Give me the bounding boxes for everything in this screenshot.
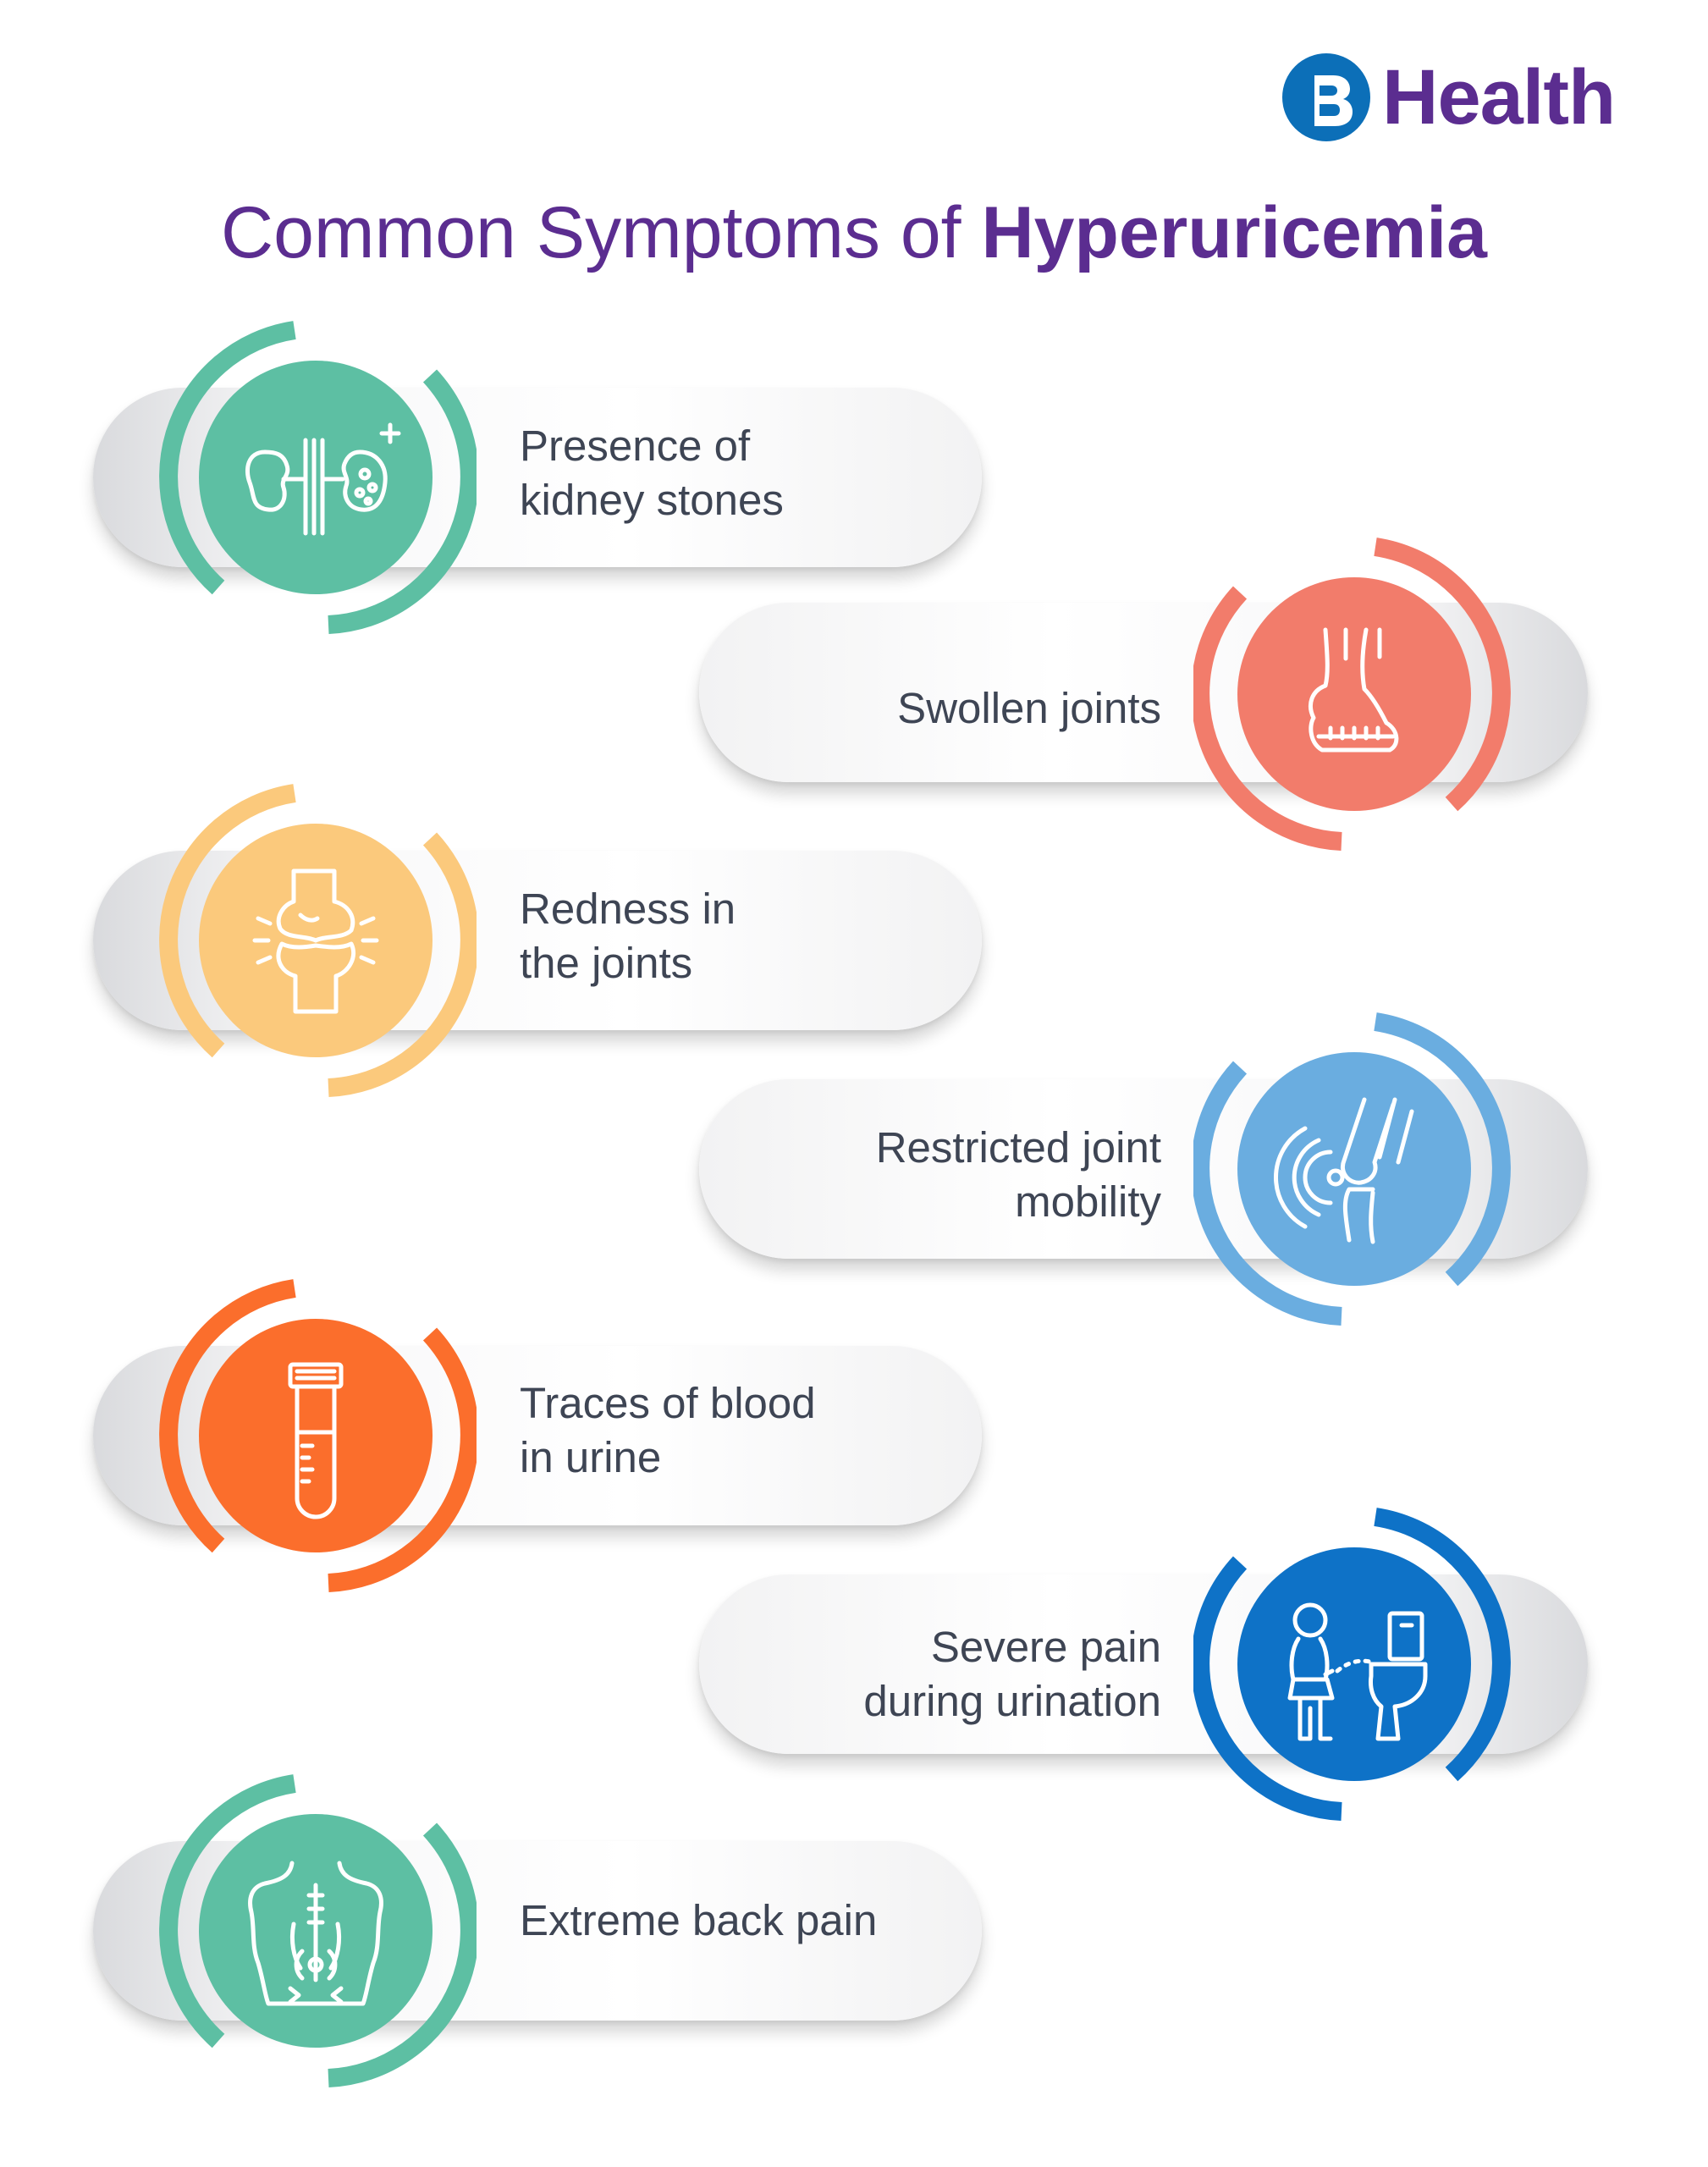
swollen-foot-icon bbox=[1237, 577, 1471, 811]
symptom-label-6: Severe pain during urination bbox=[863, 1623, 1161, 1725]
logo-badge-icon bbox=[1282, 53, 1370, 141]
page-title bbox=[0, 192, 1708, 273]
logo-wordmark: Health bbox=[1382, 54, 1616, 141]
knee-joint-icon bbox=[1237, 1052, 1471, 1286]
symptom-label-1: Presence of kidney stones bbox=[520, 422, 784, 524]
symptom-label-4: Restricted joint mobility bbox=[875, 1123, 1161, 1226]
symptom-label-7: Extreme back pain bbox=[520, 1896, 878, 1944]
kidney-stones-icon bbox=[199, 361, 433, 594]
brand-logo bbox=[1282, 51, 1615, 144]
test-tube-icon bbox=[199, 1319, 433, 1552]
symptom-label-5: Traces of blood in urine bbox=[520, 1379, 816, 1481]
urination-icon bbox=[1237, 1547, 1471, 1781]
symptom-label-3: Redness in the joints bbox=[520, 885, 736, 987]
title-prefix: Common Symptoms of bbox=[221, 192, 982, 273]
joint-redness-icon bbox=[199, 824, 433, 1057]
symptom-label-2: Swollen joints bbox=[897, 684, 1161, 732]
back-pain-icon bbox=[199, 1814, 433, 2048]
title-emphasis: Hyperuricemia bbox=[981, 192, 1487, 273]
